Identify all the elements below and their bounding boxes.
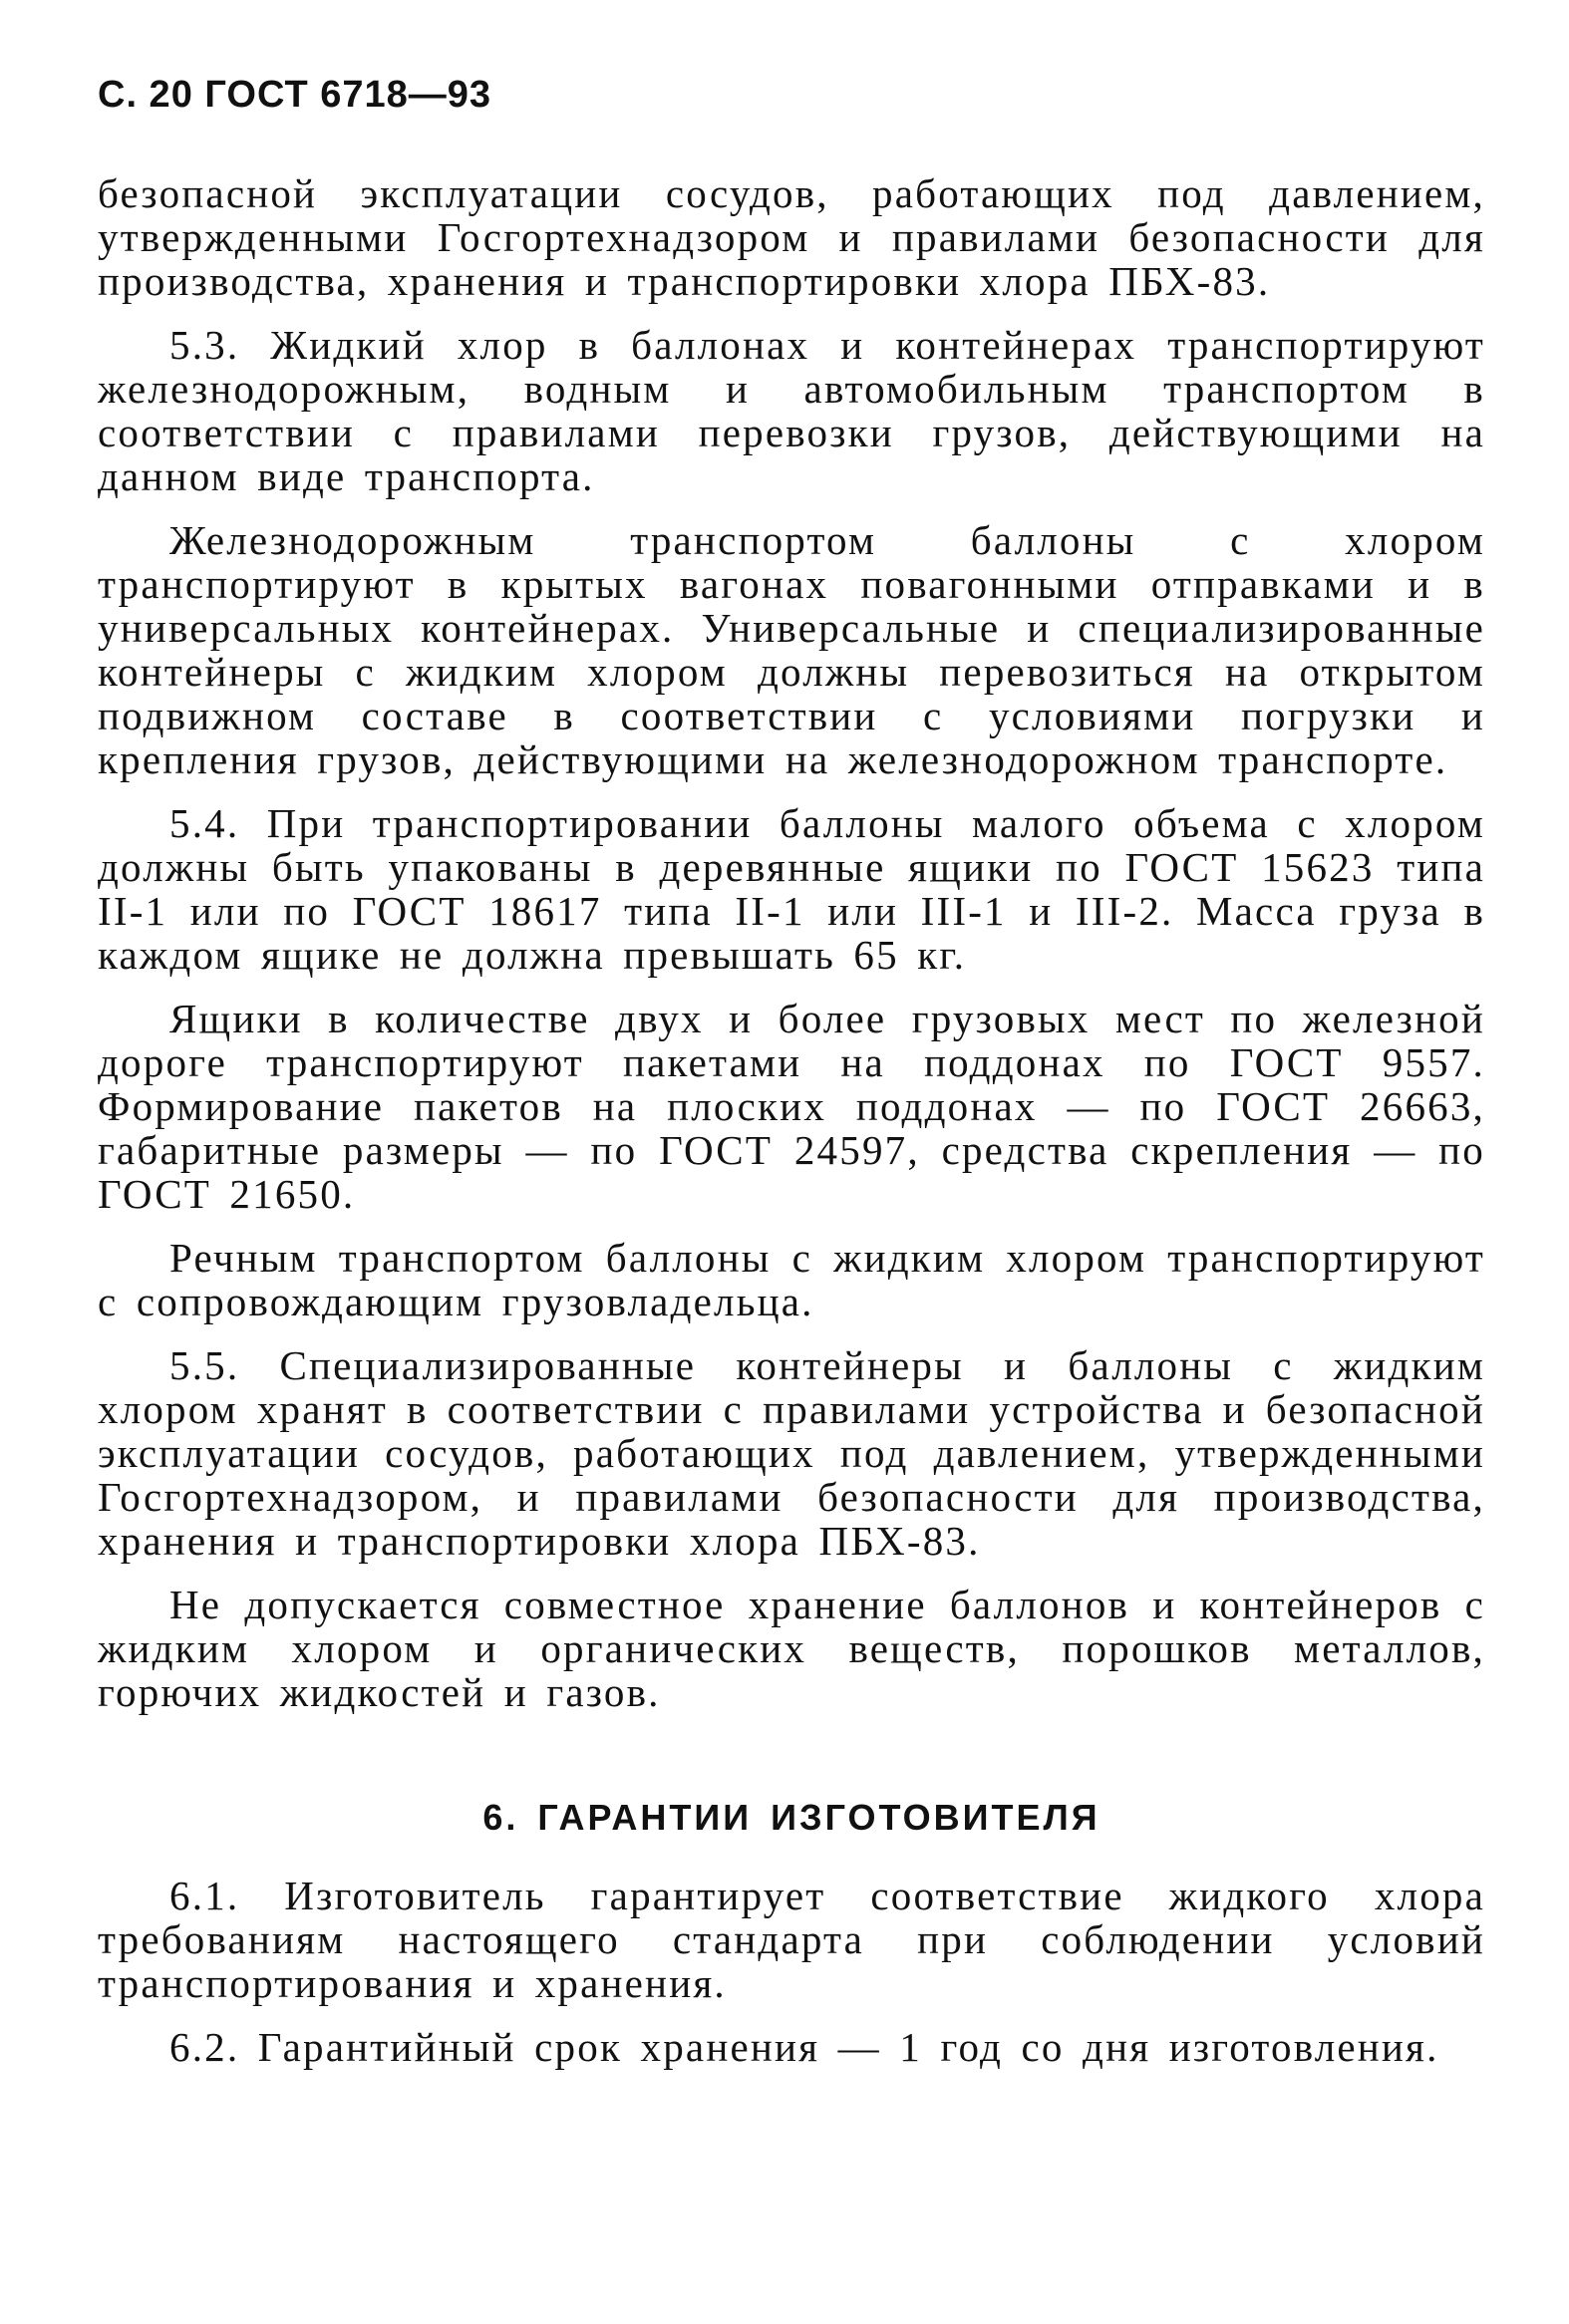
paragraph-6-2: 6.2. Гарантийный срок хранения — 1 год со дня изготовления. [169,2024,1439,2070]
paragraph-5-4: 5.4. При транспортировании баллоны малого объема с хлором должны быть упакованы в деревянные ящики по ГОСТ 15623 типа II-1 или по ГОСТ 18617 типа II-1 или III-1 и III-2. Масса груза в каждом ящике не должна превышать 65 кг. [98,800,1485,978]
page-header: С. 20 ГОСТ 6718—93 [98,74,492,116]
paragraph-5-5: 5.5. Специализированные контейнеры и баллоны с жидким хлором хранят в соответствии с правилами устройства и безопасной эксплуатации сосудов, работающих под давлением, утвержденными Госгортехнадзором, и правилами безопасности для производства, хранения и транспортировки хлора ПБХ-83. [98,1342,1485,1564]
section-title: 6. ГАРАНТИИ ИЗГОТОВИТЕЛЯ [482,1797,1100,1838]
paragraph-storage-prohibition: Не допускается совместное хранение баллонов и контейнеров с жидким хлором и органических веществ, порошков металлов, горючих жидкостей и газов. [98,1582,1485,1715]
paragraph-rail-transport: Железнодорожным транспортом баллоны с хлором транспортируют в крытых вагонах повагонными отправками и в универсальных контейнерах. Универсальные и специализированные контейнеры с жидким хлором должны перевозиться на открытом подвижном составе в соответствии с условиями погрузки и крепления грузов, действующими на железнодорожном транспорте. [98,517,1485,782]
paragraph-6-1: 6.1. Изготовитель гарантирует соответствие жидкого хлора требованиям настоящего стандарта при соблюдении условий транспортирования и хранения. [98,1873,1485,2006]
paragraph-5-3: 5.3. Жидкий хлор в баллонах и контейнерах транспортируют железнодорожным, водным и автомобильным транспортом в соответствии с правилами перевозки грузов, действующими на данном виде транспорта. [98,322,1485,499]
document-body [98,171,1485,2089]
paragraph-river-transport: Речным транспортом баллоны с жидким хлором транспортируют с сопровождающим грузовладельца. [98,1235,1485,1324]
paragraph-boxes-pallets: Ящики в количестве двух и более грузовых мест по железной дороге транспортируют пакетами на поддонах по ГОСТ 9557. Формирование пакетов на плоских поддонах — по ГОСТ 26663, габаритные размеры — по ГОСТ 24597, средства скрепления — по ГОСТ 21650. [98,996,1485,1217]
paragraph-continuation: безопасной эксплуатации сосудов, работающих под давлением, утвержденными Госгортехнадзором и правилами безопасности для производства, хранения и транспортировки хлора ПБХ-83. [98,170,1485,304]
